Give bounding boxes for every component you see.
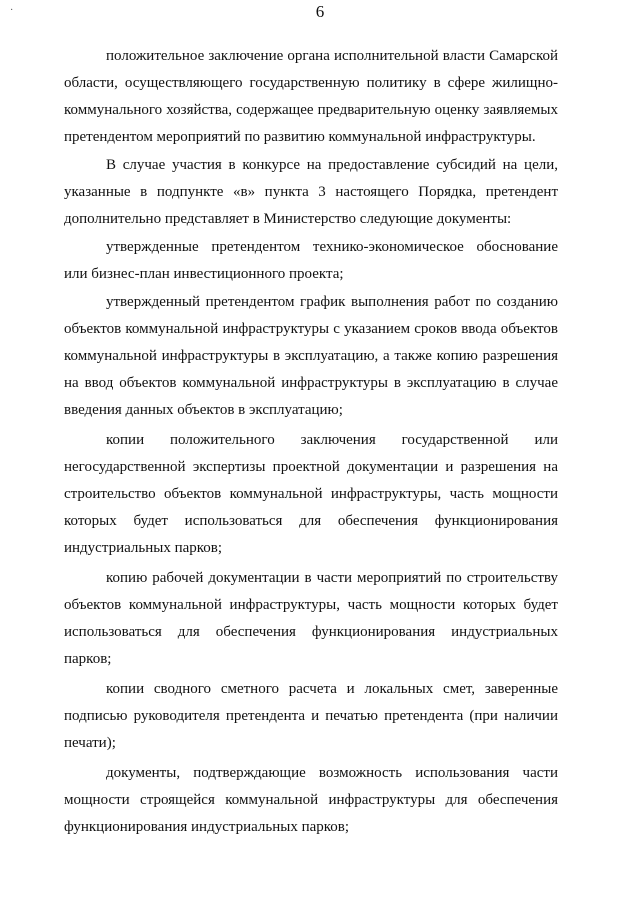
paragraph-feasibility-study: утвержденные претендентом технико-экономическое обоснование или бизнес-план инвестиционного проекта;: [64, 239, 558, 282]
paragraph-expertise-copies: копии положительного заключения государственной или негосударственной экспертизы проектной документации и разрешения на строительство объектов коммунальной инфраструктуры, часть мощности которых будет использоваться для обеспечения функционирования индустриальных парков;: [64, 432, 558, 556]
paragraph-continued-conclusion: положительное заключение органа исполнительной власти Самарской области, осуществляющего государственную политику в сфере жилищно-коммунального хозяйства, содержащее предварительную оценку заявляемых претендентом мероприятий по развитию коммунальной инфраструктуры.: [64, 48, 558, 145]
page-number: 6: [315, 2, 325, 21]
paragraph-competition-documents: В случае участия в конкурсе на предоставление субсидий на цели, указанные в подпункте «в» пункта 3 настоящего Порядка, претендент дополнительно представляет в Министерство следующие документы:: [64, 157, 558, 227]
paragraph-capacity-documents: документы, подтверждающие возможность использования части мощности строящейся коммунальной инфраструктуры для обеспечения функционирования индустриальных парков;: [64, 765, 558, 835]
paragraph-working-documentation: копию рабочей документации в части мероприятий по строительству объектов коммунальной инфраструктуры, часть мощности которых будет использоваться для обеспечения функционирования индустриальных парков;: [64, 570, 558, 667]
paragraph-work-schedule: утвержденный претендентом график выполнения работ по созданию объектов коммунальной инфраструктуры с указанием сроков ввода объектов коммунальной инфраструктуры в эксплуатацию, а также копию разрешения на ввод объектов коммунальной инфраструктуры в эксплуатацию в случае введения данных объектов в эксплуатацию;: [64, 294, 558, 418]
margin-mark: ·: [10, 5, 14, 16]
paragraph-estimate-copies: копии сводного сметного расчета и локальных смет, заверенные подписью руководителя претендента и печатью претендента (при наличии печати);: [64, 681, 558, 751]
document-body: [64, 43, 558, 841]
